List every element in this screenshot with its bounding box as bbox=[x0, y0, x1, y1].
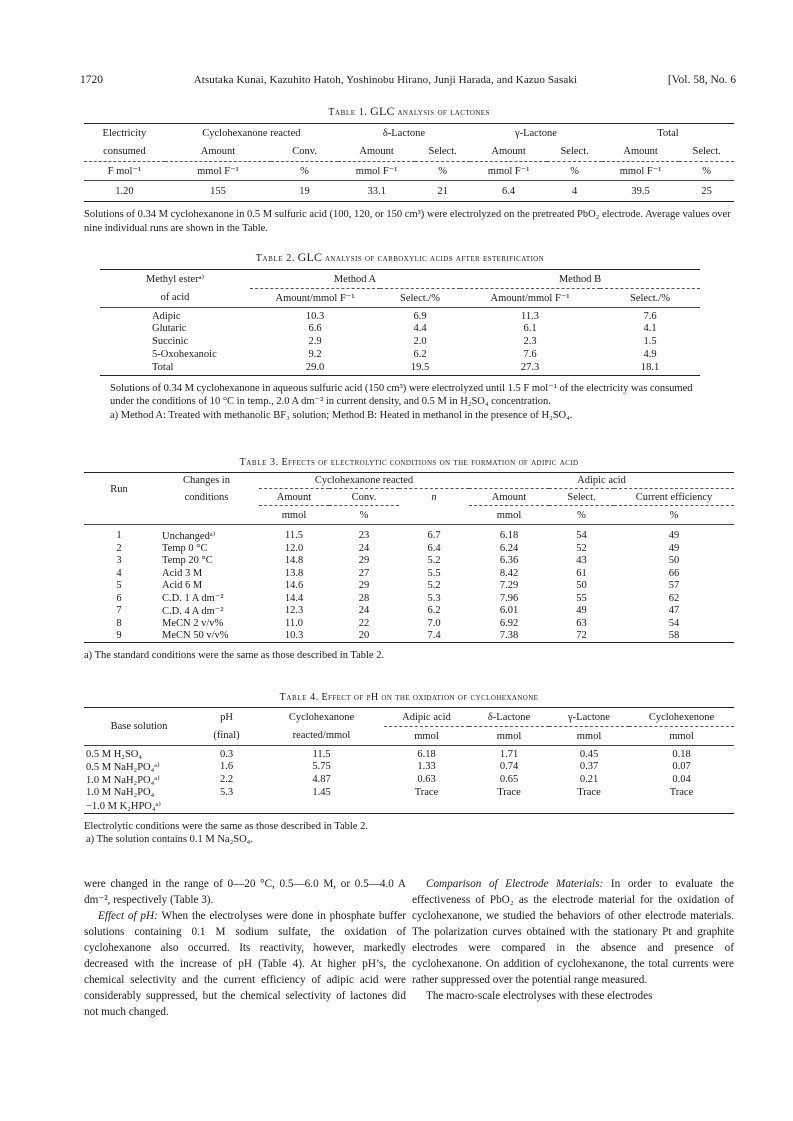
table-3-note: a) The standard conditions were the same as those described in Table 2. bbox=[84, 650, 385, 661]
table-row: 5-Oxohexanoic 9.2 6.2 7.6 4.9 bbox=[152, 349, 657, 360]
table-row: 1 Unchangedᵃ⁾ 11.5 23 6.7 6.18 54 49 bbox=[116, 530, 680, 542]
table-1-grid: Electricity Cyclohexanone reacted δ-Lactone γ-Lactone Total consumed Amount Conv. Amount Select. Amount Select. Amount Select. F mol⁻¹ mmol F⁻¹ % mmol F⁻¹ % mmol F⁻¹ % mmol F⁻¹ % 1.20 155 19 33.1 21 6.4 4 39.5 25 bbox=[84, 123, 734, 202]
table-3-caption: Table 3. Effects of electrolytic conditions on the formation of adipic acid bbox=[239, 457, 579, 468]
table-row: Adipic 10.3 6.9 11.3 7.6 bbox=[152, 311, 657, 322]
table-row: 4 Acid 3 M 13.8 27 5.5 8.42 61 66 bbox=[116, 567, 680, 579]
table-4 bbox=[84, 692, 734, 847]
paragraph: Comparison of Electrode Materials: In order to evaluate the effectiveness of PbO₂ as the electrode material for the oxidation of cyclohexanone, we studied the behaviors of other electrode materials. The polarization curves obtained with the stationary Pt and graphite electrodes were compared in the absence and presence of cyclohexanone. On addition of cyclohexanone, the total currents were rather suppressed over the potential range measured. bbox=[412, 878, 734, 986]
table-row: 1.0 M NaH₂PO₄ᵃ⁾ 2.2 4.87 0.63 0.65 0.21 0.04 bbox=[86, 774, 691, 786]
table-1-note: Solutions of 0.34 M cyclohexanone in 0.5 M sulfuric acid (100, 120, or 150 cm³) were electrolyzed on the pretreated PbO₂ electrode. Average values over nine individual runs are shown in the Table. bbox=[84, 209, 731, 234]
table-row: 6 C.D. 1 A dm⁻² 14.4 28 5.3 7.96 55 62 bbox=[116, 592, 680, 605]
running-authors: Atsutaka Kunai, Kazuhito Hatoh, Yoshinobu Hirano, Junji Harada, and Kazuo Sasaki bbox=[193, 74, 578, 86]
volume-info: [Vol. 58, No. 6 bbox=[667, 74, 736, 86]
table-row: −1.0 M K₂HPO₄ᵃ⁾ bbox=[84, 799, 734, 813]
table-3 bbox=[84, 457, 734, 663]
paragraph: Effect of pH: When the electrolyses were done in phosphate buffer solutions containing 0.1 M sodium sulfate, the oxidation of cyclohexanone also occurred. Its reactivity, however, markedly decreased with the increase of pH (Table 4). At higher pH’s, the chemical selectivity and the current efficiency of adipic acid were considerably suppressed, but the chemical selectivity of lactones did not much changed. bbox=[84, 910, 406, 1018]
table-1 bbox=[84, 104, 734, 235]
page-number: 1720 bbox=[80, 74, 103, 86]
table-row: 1.20 155 19 33.1 21 6.4 4 39.5 25 bbox=[84, 181, 734, 202]
table-row: 2 Temp 0 °C 12.0 24 6.4 6.24 52 49 bbox=[116, 542, 680, 554]
table-row: 3 Temp 20 °C 14.8 29 5.2 6.36 43 50 bbox=[116, 555, 680, 567]
table-1-caption: Table 1. GLC analysis of lactones bbox=[328, 104, 490, 118]
table-row: Succinic 2.9 2.0 2.3 1.5 bbox=[152, 336, 657, 347]
paragraph: were changed in the range of 0—20 °C, 0.5—6.0 M, or 0.5—4.0 A dm⁻², respectively (Table 3). bbox=[84, 878, 406, 906]
table-2-grid: Methyl esterᵃ⁾ Method A Method B of acid Amount/mmol F⁻¹ Select./% Amount/mmol F⁻¹ Select./% Adipic 10.3 6.9 11.3 7.6 Glutaric 6.6 4.4 6.1 4.1 Succinic 2.9 2.0 2.3 1.5 5-Oxohexanoic 9.2 6.2 7.6 4.9 Total 29.0 19.5 27.3 18.1 bbox=[100, 269, 700, 376]
left-column bbox=[84, 876, 406, 1020]
table-row: Glutaric 6.6 4.4 6.1 4.1 bbox=[152, 323, 657, 334]
table-3-grid: Run Changes in Cyclohexanone reacted Adipic acid conditions Amount Conv. n Amount Select. Current efficiency mmol % mmol % % 1 Unchangedᵃ⁾ 11.5 23 6.7 6.18 54 49 2 Temp 0 °C 12.0 24 6.4 6.24 52 49 3 Temp 20 °C 14.8 29 5.2 6.36 43 50 4 Acid 3 M 13.8 27 5.5 8.42 61 66 5 Acid 6 M 14.6 29 5.2 7.29 50 57 6 C.D. 1 A dm⁻² 14.4 28 5.3 7.96 55 62 7 C.D. 4 A dm⁻² 12.3 24 6.2 6.01 49 47 8 MeCN 2 v/v% 11.0 22 7.0 6.92 63 54 9 MeCN 50 v/v% 10.3 20 7.4 7.38 72 58 bbox=[84, 472, 734, 643]
table-row: 0.5 M H₂SO₄ 0.3 11.5 6.18 1.71 0.45 0.18 bbox=[86, 749, 691, 760]
table-row: 8 MeCN 2 v/v% 11.0 22 7.0 6.92 63 54 bbox=[116, 617, 680, 629]
page-header bbox=[80, 74, 736, 86]
table-4-caption: Table 4. Effect of pH on the oxidation of cyclohexanone bbox=[279, 692, 539, 703]
table-row: 7 C.D. 4 A dm⁻² 12.3 24 6.2 6.01 49 47 bbox=[116, 605, 680, 617]
table-2-note: Solutions of 0.34 M cyclohexanone in aqueous sulfuric acid (150 cm³) were electrolyzed until 1.5 F mol⁻¹ of the electricity was consumed under the conditions of 10 °C in temp., 2.0 A dm⁻² in current density, and 0.5 M in H₂SO₄ concentration. a) Method A: Treated with methanolic BF₃ solution; Method B: Heated in methanol in the presence of H₂SO₄. bbox=[110, 382, 693, 421]
table-2-caption: Table 2. GLC analysis of carboxylic acids after esterification bbox=[255, 250, 545, 264]
paragraph: The macro-scale electrolyses with these electrodes bbox=[426, 990, 653, 1002]
table-row: 0.5 M NaH₂PO₄ᵃ⁾ 1.6 5.75 1.33 0.74 0.37 0.07 bbox=[86, 761, 691, 773]
table-row: Total 29.0 19.5 27.3 18.1 bbox=[100, 361, 700, 375]
table-row: 5 Acid 6 M 14.6 29 5.2 7.29 50 57 bbox=[116, 580, 680, 592]
table-row: 1.0 M NaH₂PO₄ 5.3 1.45 Trace Trace Trace Trace bbox=[86, 787, 694, 798]
right-column bbox=[412, 876, 734, 1004]
table-4-note: Electrolytic conditions were the same as those described in Table 2. a) The solution contains 0.1 M Na₂SO₄. bbox=[84, 820, 368, 845]
table-4-grid: Base solution pH Cyclohexanone Adipic acid δ-Lactone γ-Lactone Cyclohexenone (final) reacted/mmol mmol mmol mmol mmol 0.5 M H₂SO₄ 0.3 11.5 6.18 1.71 0.45 0.18 0.5 M NaH₂PO₄ᵃ⁾ 1.6 5.75 1.33 0.74 0.37 0.07 1.0 M NaH₂PO₄ᵃ⁾ 2.2 4.87 0.63 0.65 0.21 0.04 1.0 M NaH₂PO₄ 5.3 1.45 Trace Trace Trace Trace −1.0 M K₂HPO₄ᵃ⁾ bbox=[84, 707, 734, 814]
table-2 bbox=[100, 250, 700, 422]
table-row: 9 MeCN 50 v/v% 10.3 20 7.4 7.38 72 58 bbox=[84, 630, 734, 643]
